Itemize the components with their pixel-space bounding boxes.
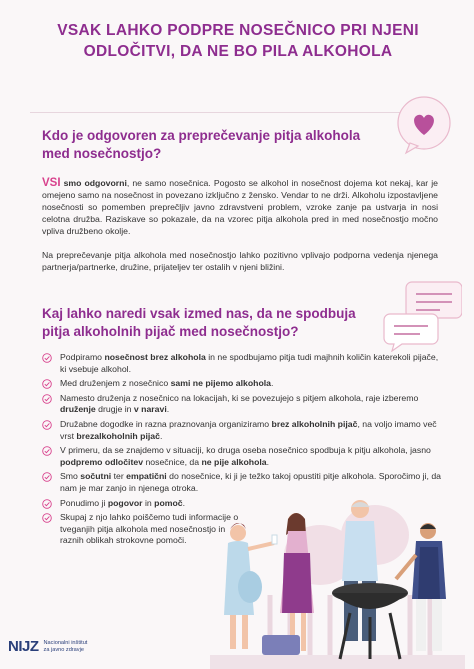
logo-text: Nacionalni inštitut za javno zdravje <box>43 639 88 653</box>
bold-phrase: smo odgovorni <box>63 178 127 188</box>
heart-bubble-icon <box>392 93 456 157</box>
check-circle-icon <box>42 513 52 523</box>
list-item: Ponudimo ji pogovor in pomoč. <box>42 498 442 510</box>
list-item: V primeru, da se znajdemo v situaciji, ko druga oseba nosečnico spodbuja k pitju alkohola, jasno podpremo odločitev nosečnice, da ne pije alkohola. <box>42 445 442 468</box>
title-divider <box>30 112 444 113</box>
list-item: Podpiramo nosečnost brez alkohola in ne spodbujamo pitja tudi majhnih količin katerekoli pijače, ki vsebuje alkohol. <box>42 352 442 375</box>
section-1-paragraph-2: Na preprečevanje pitja alkohola med nosečnostjo lahko pozitivno vplivajo podporna vedenja njenega partnerja/partnerke, družine, prijateljev ter ostalih v njeni bližini. <box>42 250 438 272</box>
paragraph-text: , ne samo nosečnica. Pogosto se alkohol in nosečnost dojema kot nekaj, kar je omejeno samo na nosečnost in povezano izključno z žensko. Vendar to ne drži. Alkoholu izpostavljene nosečnosti so pomemben preprečljiv javno zdravstveni problem, vzroke zanje pa ustvarja in nosi celotna družba. Raziskave so pokazale, da na vzorec pitja alkohola pred in med nosečnostjo močno vpliva družbeno okolje. <box>42 178 438 236</box>
list-item: Družabne dogodke in razna praznovanja organiziramo brez alkoholnih pijač, na voljo imamo več vrst brezalkoholnih pijač. <box>42 419 442 442</box>
speech-bubbles-icon <box>382 280 462 352</box>
section-1-paragraph-1 <box>42 178 438 238</box>
check-circle-icon <box>42 394 52 404</box>
nijz-logo <box>8 638 87 655</box>
check-circle-icon <box>42 499 52 509</box>
check-circle-icon <box>42 353 52 363</box>
vsi-emphasis: VSI <box>42 177 61 189</box>
check-circle-icon <box>42 379 52 389</box>
page-title: VSAK LAHKO PODPRE NOSEČNICO PRI NJENI ODLOČITVI, DA NE BO PILA ALKOHOLA <box>57 22 419 60</box>
list-item: Namesto druženja z nosečnico na lokacijah, ki se povezujejo s pitjem alkohola, raje izberemo druženje drugje in v naravi. <box>42 393 442 416</box>
list-item: Smo sočutni ter empatični do nosečnice, ki ji je težko takoj opustiti pitje alkohola. Sporočimo ji, da nam je mar zanjo in njenega otroka. <box>42 471 442 494</box>
check-circle-icon <box>42 446 52 456</box>
logo-mark: NIJZ <box>8 638 39 655</box>
list-item: Med druženjem z nosečnico sami ne pijemo alkohola. <box>42 378 442 390</box>
section-1-heading: Kdo je odgovoren za preprečevanje pitja alkohola med nosečnostjo? <box>42 128 361 161</box>
section-2-heading: Kaj lahko naredi vsak izmed nas, da ne spodbuja pitja alkoholnih pijač med nosečnostjo? <box>42 306 356 339</box>
family-barbecue-illustration <box>210 495 465 669</box>
check-circle-icon <box>42 472 52 482</box>
check-circle-icon <box>42 420 52 430</box>
list-item: Skupaj z njo lahko poiščemo tudi informacije o tveganjih pitja alkohola med nosečnostjo in raznih oblikah strokovne pomoči. <box>42 512 240 547</box>
